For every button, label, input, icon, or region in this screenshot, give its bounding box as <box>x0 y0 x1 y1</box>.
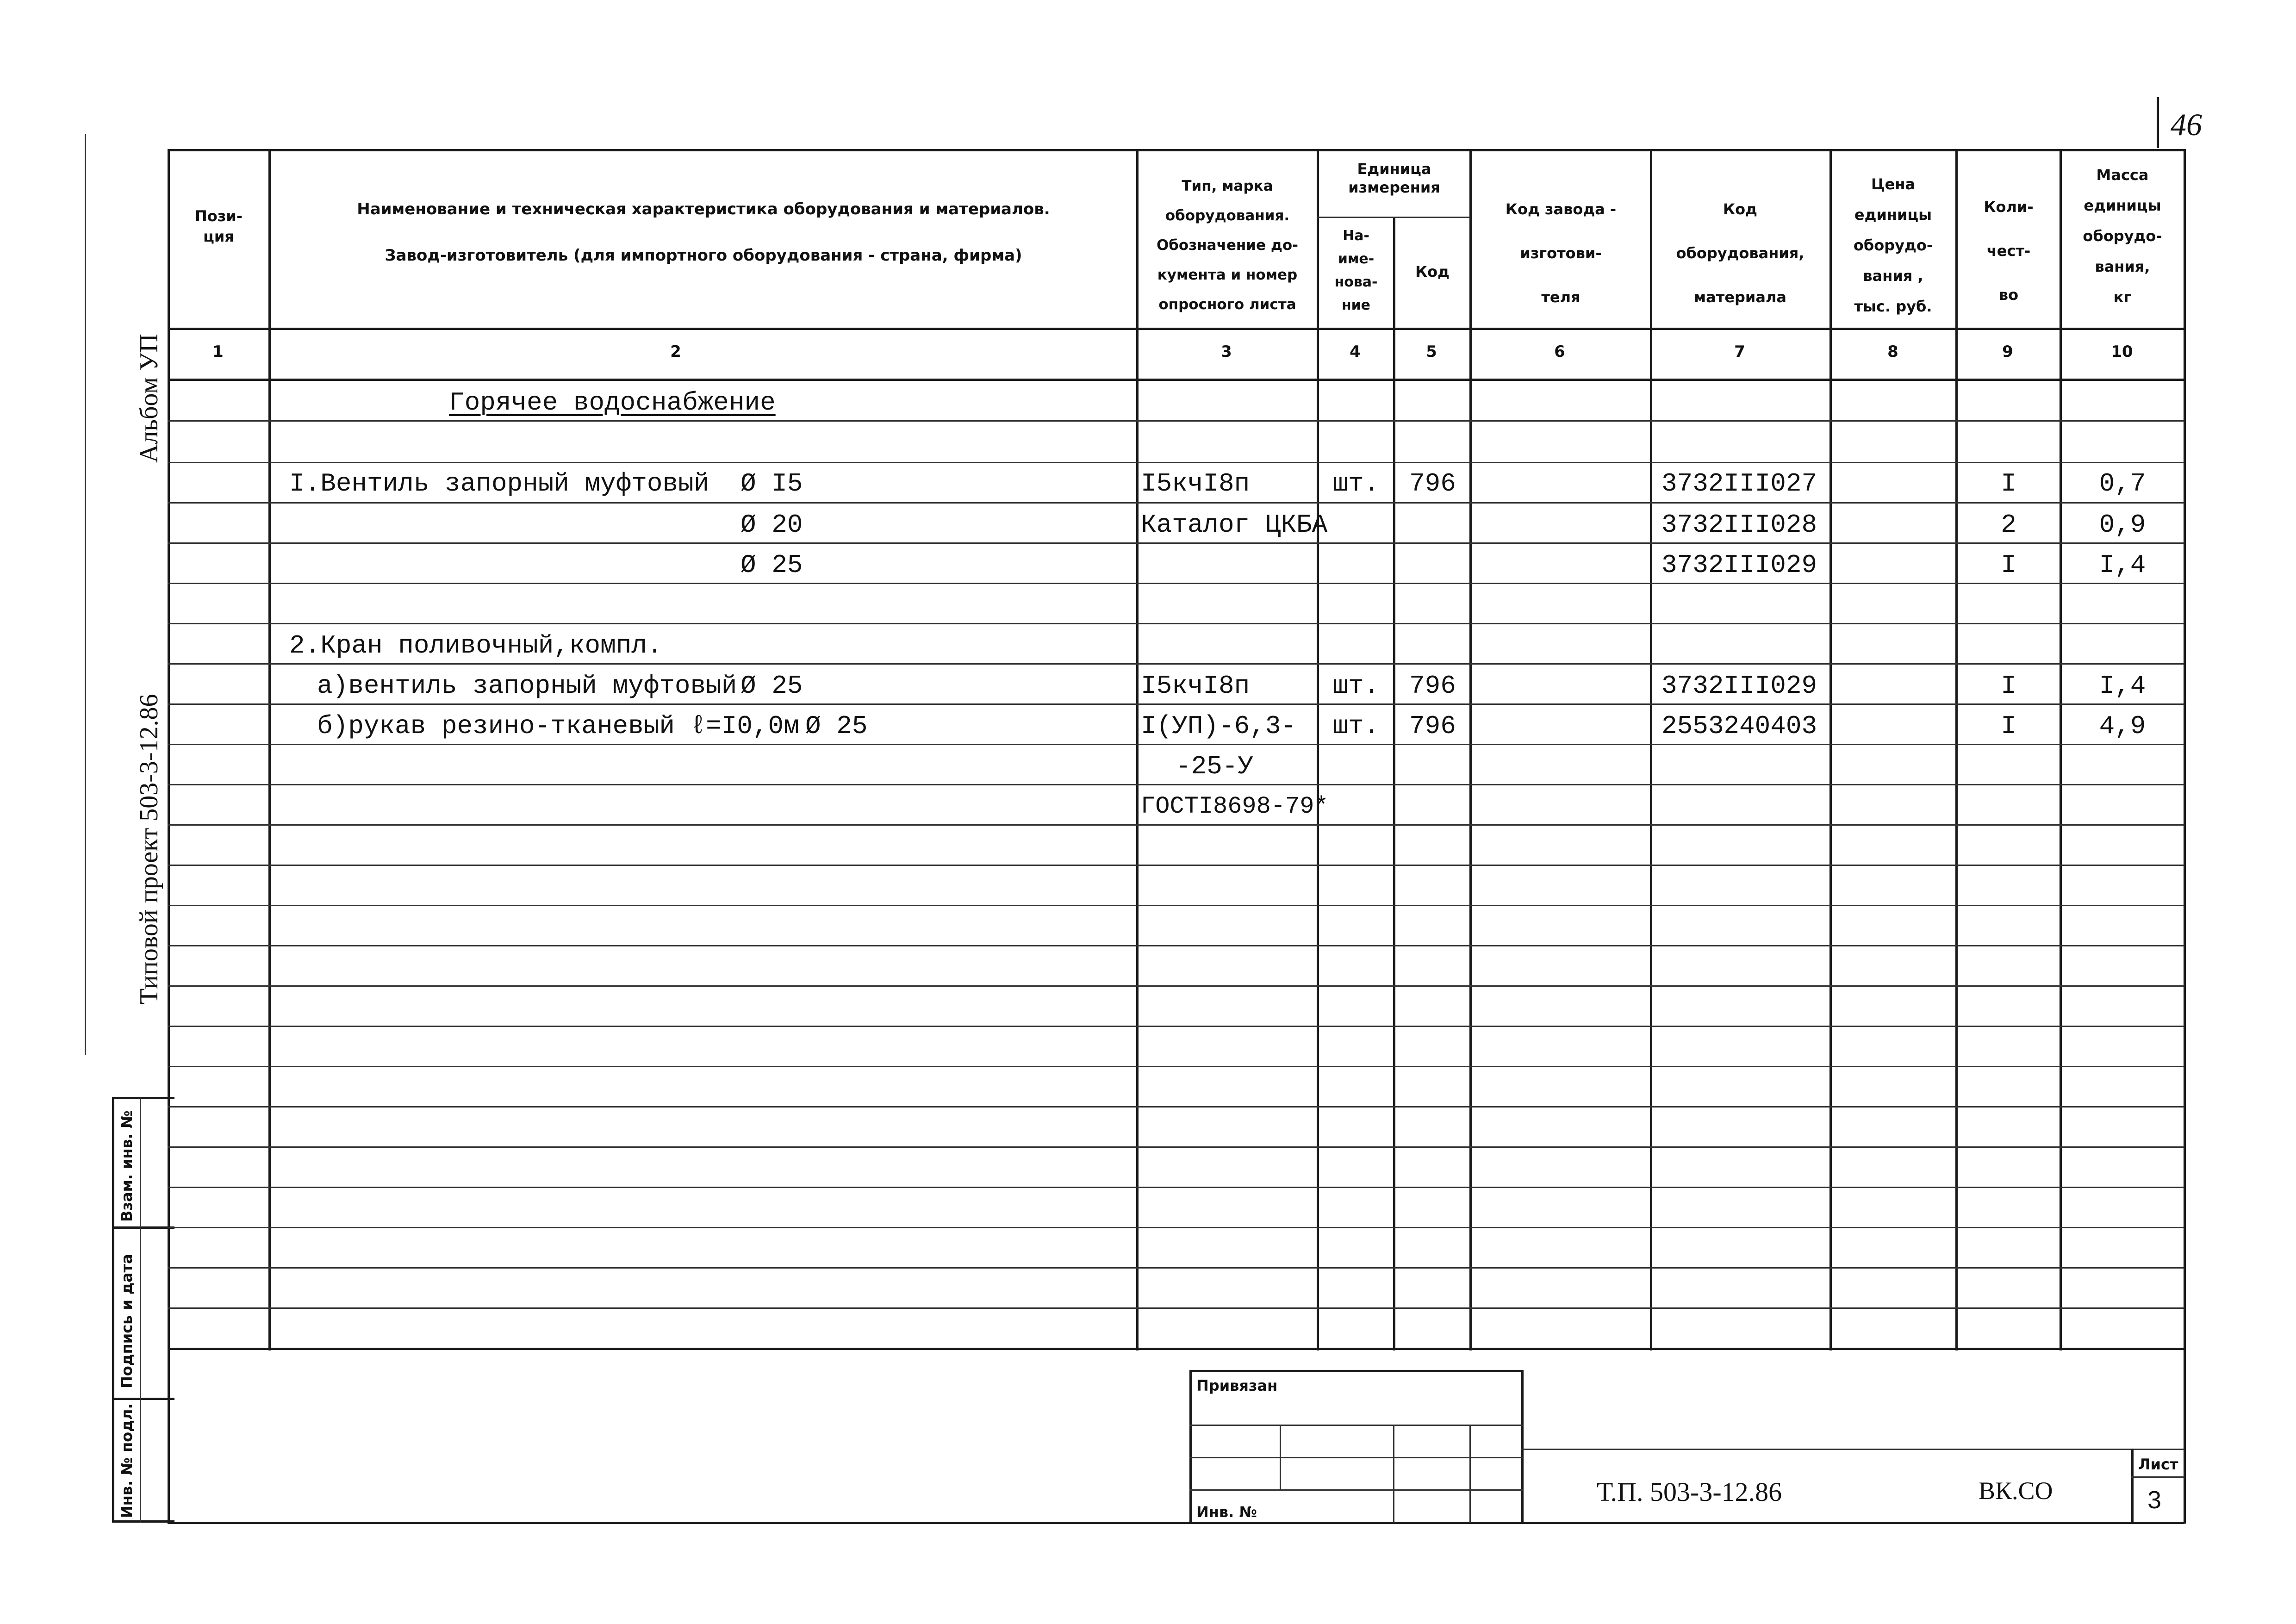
inv-podl-label: Инв. № подл. <box>118 1403 136 1518</box>
col-number-2: 2 <box>670 342 681 361</box>
hdr-name-line2: Завод-изготовитель (для импортного оборудования - страна, фирма) <box>385 246 1022 265</box>
col-number-3: 3 <box>1221 342 1232 361</box>
sheet-number: 3 <box>2147 1486 2162 1514</box>
privyazan-label: Привязан <box>1196 1377 1278 1394</box>
col-number-9: 9 <box>2002 342 2013 361</box>
corner-mark <box>2157 97 2159 148</box>
hdr-unit-name: На- име- нова- ние <box>1334 228 1378 313</box>
sheet-label: Лист <box>2138 1456 2178 1473</box>
doc-designation: Т.П. 503-3-12.86 <box>1597 1477 1782 1507</box>
col-number-8: 8 <box>1887 342 1898 361</box>
header-bottom <box>168 328 2184 330</box>
hdr-equip-code: Код оборудования, материала <box>1676 200 1804 306</box>
col-number-6: 6 <box>1554 342 1565 361</box>
col-number-1: 1 <box>212 342 224 361</box>
podpis-label: Подпись и дата <box>118 1254 136 1388</box>
vzam-label: Взам. инв. № <box>118 1110 136 1222</box>
binding-line <box>85 134 86 1055</box>
hdr-mass: Масса единицы оборудо- вания, кг <box>2083 166 2162 306</box>
hdr-position: Пози- ция <box>194 207 243 245</box>
page-number: 46 <box>2171 107 2202 142</box>
hdr-price: Цена единицы оборудо- вания , тыс. руб. <box>1853 175 1933 315</box>
hdr-factory: Код завода - изготови- теля <box>1505 200 1617 306</box>
number-row-bottom <box>168 379 2184 381</box>
hdr-name-line1: Наименование и техническая характеристика оборудования и материалов. <box>357 200 1050 218</box>
col-number-5: 5 <box>1426 342 1437 361</box>
hdr-qty: Коли- чест- во <box>1984 198 2034 304</box>
col-number-4: 4 <box>1350 342 1361 361</box>
col-number-7: 7 <box>1734 342 1745 361</box>
unit-group-line <box>1317 217 1470 218</box>
hdr-unit-group: Единица измерения <box>1348 160 1440 196</box>
project-label: Типовой проект 503-3-12.86 <box>135 694 163 1004</box>
section-title: Горячее водоснабжение <box>449 388 776 417</box>
hdr-unit-code: Код <box>1415 263 1450 280</box>
inv-label: Инв. № <box>1196 1503 1257 1521</box>
hdr-type: Тип, марка оборудования. Обозначение до- кумента и номер опросного листа <box>1156 178 1299 313</box>
doc-mark: ВК.СО <box>1979 1477 2053 1505</box>
col-number-10: 10 <box>2111 342 2133 361</box>
album-label: Альбом УП <box>135 334 163 463</box>
